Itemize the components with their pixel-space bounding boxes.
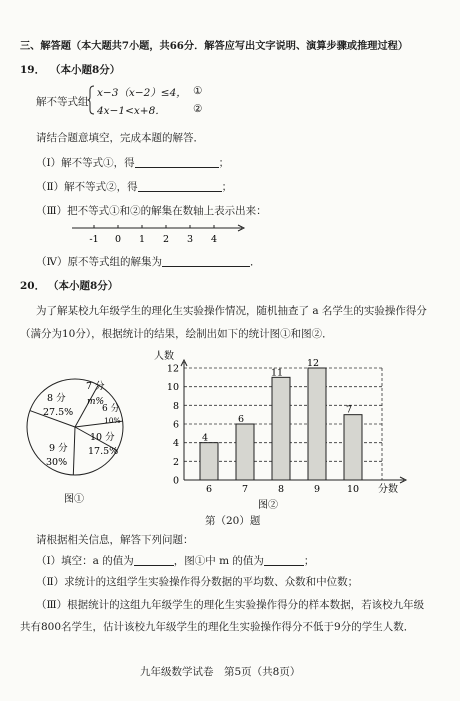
bar-category-label: 10 [346,484,360,495]
bar-ytick-label: 8 [172,400,179,412]
pie-chart [22,364,132,514]
bar-chart [150,348,410,513]
q20-intro-line1: 为了解某校九年级学生的理化生实验操作情况，随机抽查了 a 名学生的实验操作得分 [36,305,427,317]
q19-points: （本小题8分） [50,64,121,76]
q20-number: 20． [20,280,46,292]
number-line [70,222,250,246]
page-footer: 九年级数学试卷 第5页（共8页） [140,666,301,678]
section-header: 三、解答题（本大题共7小题，共66分．解答应写出文字说明、演算步骤或推理过程） [20,40,409,52]
number-line-tick-label: 2 [162,234,170,245]
q20-part1-blank-a[interactable] [134,554,174,566]
bar-ylabel: 人数 [154,351,174,362]
number-line-tick-label: 4 [210,234,218,245]
pie-label-7-pct: m% [87,397,105,407]
inequality-2: 4x−1<x+8． [97,105,166,117]
bar-value-label: 7 [345,404,353,416]
q19-number: 19． [20,64,46,76]
bar-category-label: 6 [205,484,213,495]
q20-part2: （Ⅱ）求统计的这组学生实验操作得分数据的平均数、众数和中位数； [36,576,359,588]
q19-prompt: 解不等式组 [36,96,89,108]
bar-value-label: 4 [201,432,209,444]
pie-label-9-pct: 30% [46,457,68,468]
q19-step2-text: （Ⅱ）解不等式②，得 [36,181,138,193]
bar-ytick-label: 0 [172,475,179,487]
q20-part3-line2: 共有800名学生，估计该校九年级学生的理化生实验操作得分不低于9分的学生人数． [20,621,415,633]
q20-part1-text: （Ⅰ）填空：a 的值为 [36,555,134,567]
q19-step4 [36,254,261,269]
bar-category-label: 8 [277,484,285,495]
bar-10 [344,415,362,480]
inequality-2-mark: ② [193,103,203,115]
inequality-1-mark: ① [193,85,203,97]
bar-value-label: 6 [237,414,245,425]
inequality-1: x−3（x−2）≤4， [97,87,187,99]
q19-step4-period: ． [250,256,261,268]
q19-step1-text: （Ⅰ）解不等式①，得 [36,157,135,169]
q20-part1 [36,553,314,568]
number-line-tick-label: 0 [114,234,122,245]
bar-9 [308,368,326,480]
number-line-tick-label: -1 [89,234,99,245]
q20-part1-blank-m[interactable] [264,554,304,566]
q19-step4-text: （Ⅳ）原不等式组的解集为 [36,256,162,268]
q19-step1-semicolon: ； [218,157,230,169]
q19-step3: （Ⅲ）把不等式①和②的解集在数轴上表示出来： [36,205,267,217]
bar-category-label: 7 [241,484,249,495]
bar-xlabel: 分数 [378,484,398,495]
bar-category-label: 9 [313,484,321,495]
bar-ytick-label: 12 [166,363,179,375]
number-line-tick-label: 3 [186,234,194,245]
bar-ytick-label: 4 [172,438,179,450]
bar-value-label: 11 [270,367,284,379]
q19-step1 [36,155,229,170]
number-line-tick-label: 1 [138,234,146,245]
q20-part1-text-b: ，图①中 m 的值为 [173,555,264,567]
system-brace-icon [87,85,95,115]
bar-ytick-label: 2 [172,456,179,468]
figure-title: 第（20）题 [205,515,261,527]
bar-7 [236,424,254,480]
q19-step2 [36,179,232,194]
q20-part3-line1: （Ⅲ）根据统计的这组九年级学生的理化生实验操作得分的样本数据，若该校九年级 [36,599,425,611]
pie-label-8-pct: 27.5% [43,407,74,418]
q19-step2-blank[interactable] [138,180,222,192]
bar-value-label: 12 [306,358,320,369]
q20-part1-semicolon: ； [303,555,315,567]
q19-step2-semicolon: ； [221,181,233,193]
pie-label-8-score: 8 分 [47,393,66,404]
q20-points: （本小题8分） [48,280,119,292]
bar-6 [200,443,218,480]
pie-label-6-score: 6 分 [102,404,120,414]
pie-label-6-pct: 10% [104,416,121,425]
pie-label-10-pct: 17.5% [88,446,119,457]
pie-label-10-score: 10 分 [90,432,115,443]
q19-step1-blank[interactable] [135,156,219,168]
pie-slice-9 [73,427,75,475]
q20-ask: 请根据相关信息，解答下列问题： [36,534,194,546]
q20-intro-line2: （满分为10分），根据统计的结果，绘制出如下的统计图①和图②． [20,328,333,340]
bar-8 [272,377,290,480]
bar-ytick-label: 10 [166,382,179,394]
pie-label-9-score: 9 分 [49,443,68,454]
pie-caption: 图① [64,494,84,505]
q19-instruction: 请结合题意填空，完成本题的解答． [36,132,204,144]
pie-label-7-score: 7 分 [86,381,105,392]
bar-ytick-label: 6 [172,419,179,431]
bar-caption: 图② [258,500,278,511]
q19-step4-blank[interactable] [162,255,250,267]
